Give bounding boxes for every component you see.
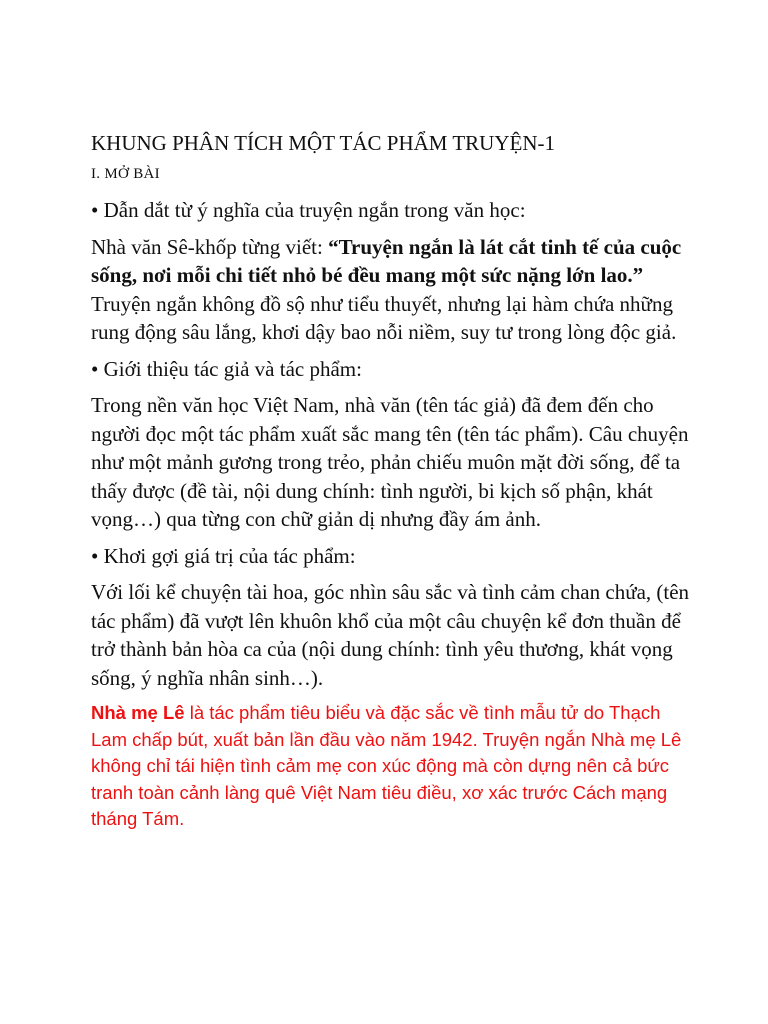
- example-text: là tác phẩm tiêu biểu và đặc sắc về tình mẫu tử do Thạch Lam chấp bút, xuất bản lần đầu vào năm 1942. Truyện ngắn Nhà mẹ Lê không chỉ tái hiện tình cảm mẹ con xúc động mà còn dựng nên cả bức tranh toàn cảnh làng quê Việt Nam tiêu điều, xơ xác trước Cách mạng tháng Tám.: [91, 702, 682, 829]
- bullet-value: • Khơi gợi giá trị của tác phẩm:: [91, 543, 356, 568]
- quote-text: “Truyện ngắn là lát cắt tinh tế của cuộc sống, nơi mỗi chi tiết nhỏ bé đều mang một sức nặng lớn lao.”: [91, 234, 682, 287]
- document-body: [91, 128, 691, 833]
- bullet-author-work: • Giới thiệu tác giả và tác phẩm:: [91, 356, 362, 381]
- paragraph-value: Với lối kể chuyện tài hoa, góc nhìn sâu sắc và tình cảm chan chứa, (tên tác phẩm) đã vượt lên khuôn khổ của một câu chuyện kể đơn thuần để trở thành bản hòa ca của (nội dung chính: tình yêu thương, khát vọng sống, ý nghĩa nhân sinh…).: [91, 580, 690, 690]
- paragraph-author-work: Trong nền văn học Việt Nam, nhà văn (tên tác giả) đã đem đến cho người đọc một tác phẩm xuất sắc mang tên (tên tác phẩm). Câu chuyện như một mảnh gương trong trẻo, phản chiếu muôn mặt đời sống, để ta thấy được (đề tài, nội dung chính: tình người, bi kịch số phận, khát vọng…) qua từng con chữ giản dị nhưng đầy ám ảnh.: [91, 393, 689, 531]
- example-paragraph: [91, 700, 691, 833]
- quote-rest: Truyện ngắn không đồ sộ như tiểu thuyết, nhưng lại hàm chứa những rung động sâu lắng, khơi dậy bao nỗi niềm, suy tư trong lòng độc giả.: [91, 291, 677, 344]
- quote-lead: Nhà văn Sê-khốp từng viết:: [91, 234, 329, 259]
- paragraph-quote: [91, 233, 691, 347]
- example-title: Nhà mẹ Lê: [91, 702, 185, 723]
- document-title: KHUNG PHÂN TÍCH MỘT TÁC PHẨM TRUYỆN-1: [91, 131, 555, 155]
- section-heading: I. MỞ BÀI: [91, 166, 160, 182]
- bullet-intro-context: • Dẫn dắt từ ý nghĩa của truyện ngắn trong văn học:: [91, 198, 526, 222]
